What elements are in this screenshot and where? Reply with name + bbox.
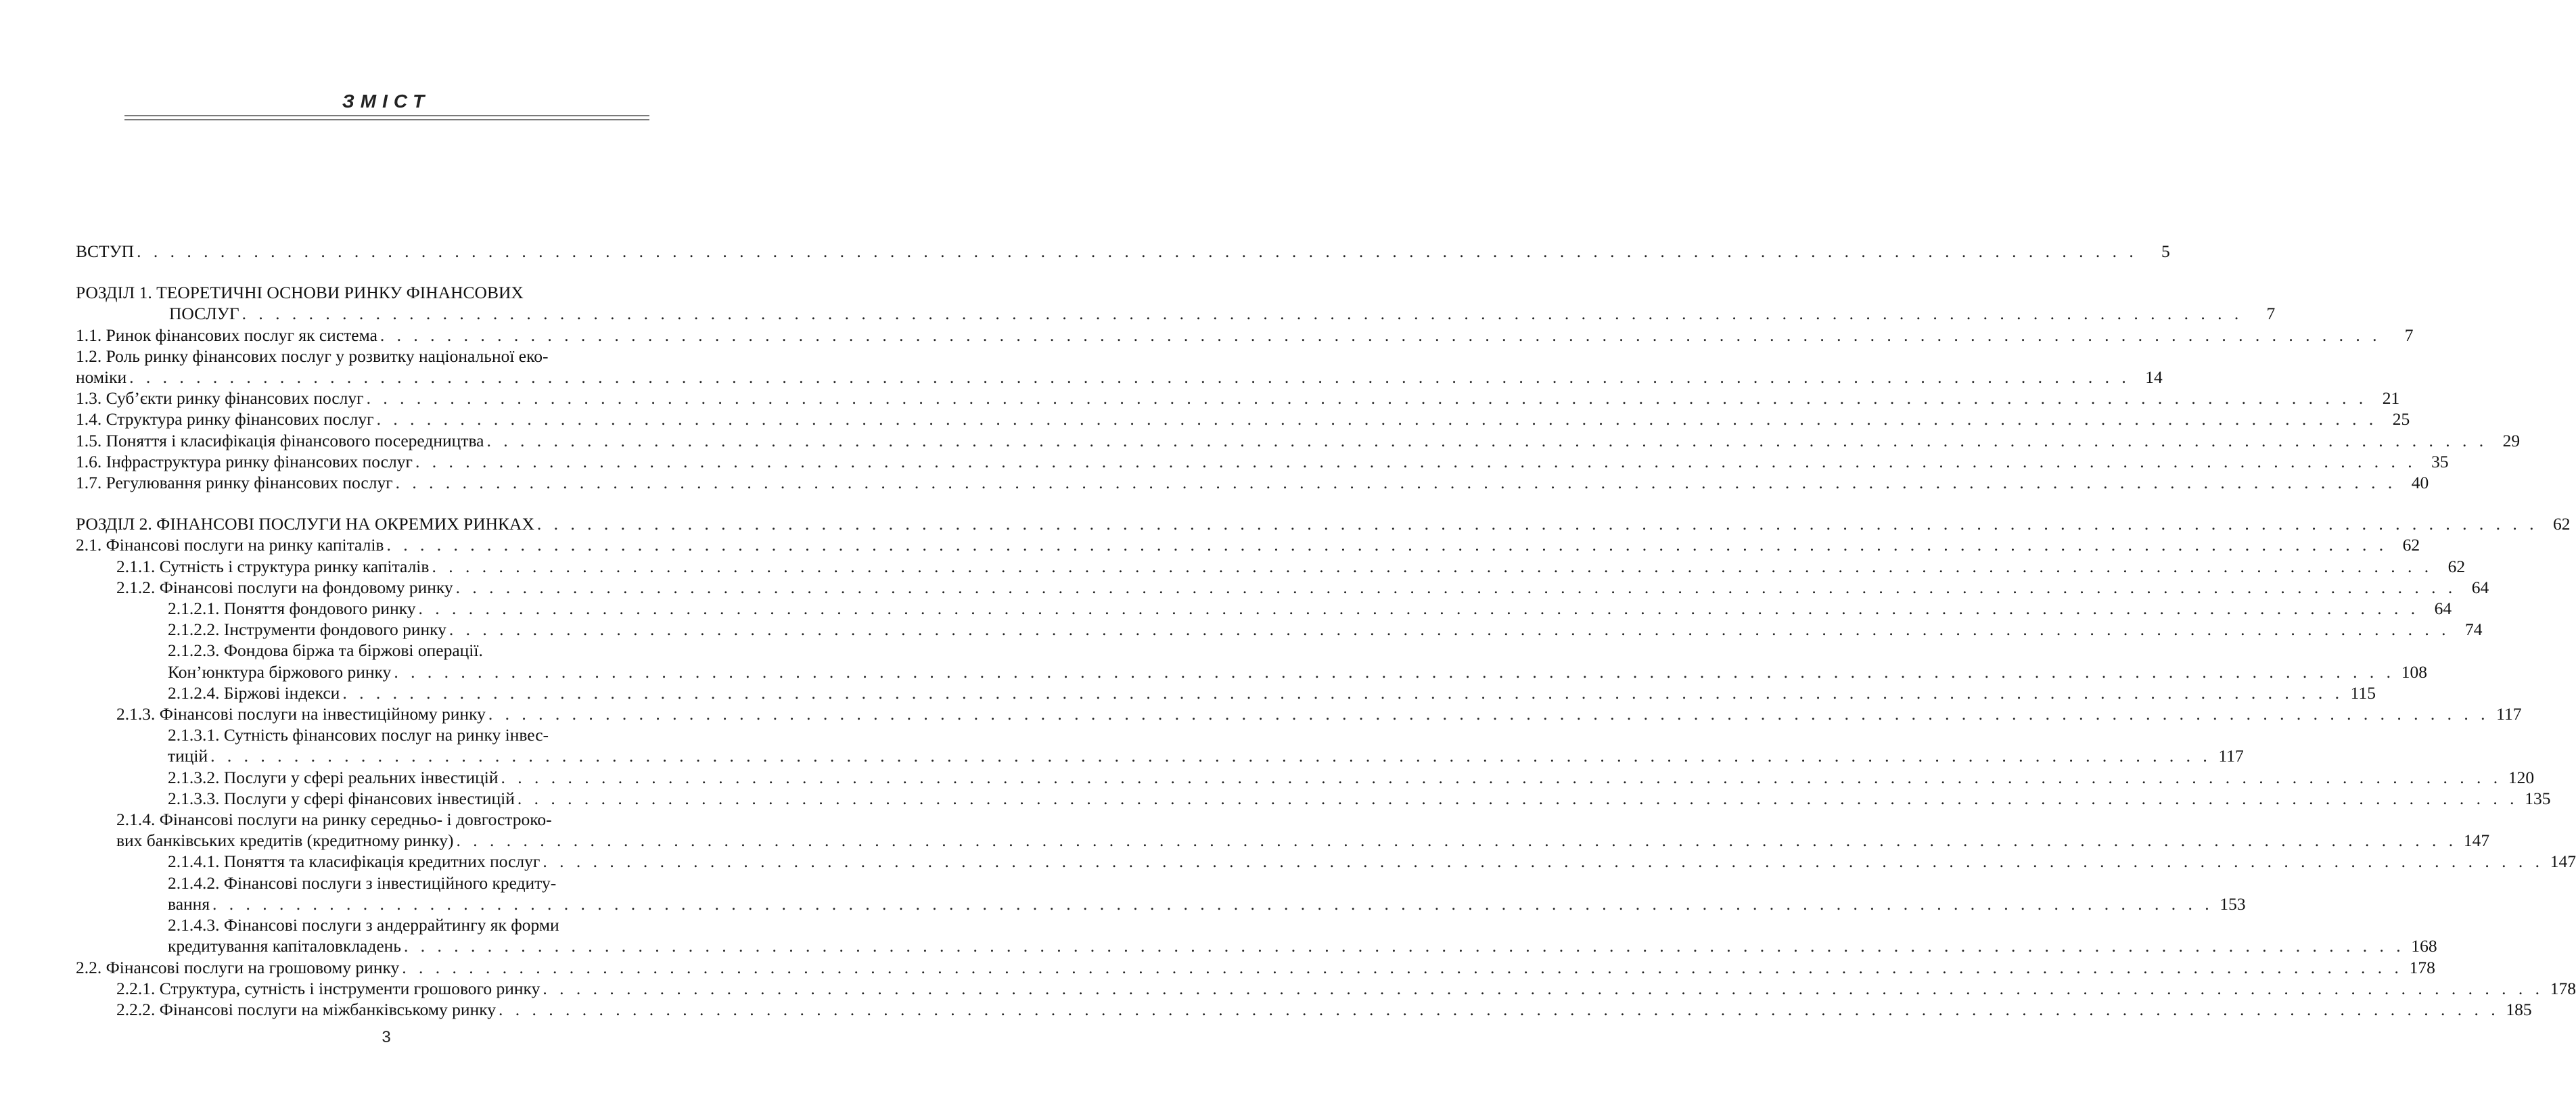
toc-entry-page: 21 <box>2382 388 2400 409</box>
toc-entry <box>76 851 2576 872</box>
toc-entry <box>76 388 2400 409</box>
toc-entry-page: 62 <box>2447 556 2466 576</box>
toc-entry-title: кредитування капіталовкладень <box>168 936 401 956</box>
toc-entry-page: 35 <box>2431 451 2449 471</box>
toc-entry-page: 5 <box>2161 241 2170 261</box>
toc-entry-title: 2.1.2.4. Біржові індекси <box>168 682 340 703</box>
toc-entry-title-line: 1.2. Роль ринку фінансових послуг у розвитку національної еко- <box>76 346 549 366</box>
toc-entry-title: 1.3. Суб’єкти ринку фінансових послуг <box>76 388 364 409</box>
dot-leader: . . . . . . . . . . . . . . . . . . . . . . . . . . . . . . . . . . . . . . . . . . . . . . . . . . . . . . . . . . . . . . . . . . . . . . . . . . . . . . . . . . . . . . . . . . . . . . . . . . . . . . . . . . . . . . . . . . . . . . . . <box>402 957 2403 977</box>
toc-entry-page: 62 <box>2553 514 2571 534</box>
toc-entry <box>76 703 2522 724</box>
toc-entry-title: 2.1.3.2. Послуги у сфері реальних інвестицій <box>168 767 499 787</box>
toc-entry-title: 1.7. Регулювання ринку фінансових послуг <box>76 473 393 493</box>
toc-entry-page: 25 <box>2392 409 2410 429</box>
toc-entry-page: 153 <box>2220 893 2246 914</box>
toc-entry-page: 120 <box>2508 767 2535 787</box>
toc-entry <box>76 724 2244 766</box>
dot-leader: . . . . . . . . . . . . . . . . . . . . . . . . . . . . . . . . . . . . . . . . . . . . . . . . . . . . . . . . . . . . . . . . . . . . . . . . . . . . . . . . . . . . . . . . . . . . . . . . . . . . . . . . . . . . . . . . . . . . . . . . <box>212 893 2213 914</box>
toc-entry-page: 115 <box>2350 682 2376 703</box>
toc-entry <box>76 978 2576 999</box>
toc-entry-title-line: РОЗДІЛ 1. ТЕОРЕТИЧНІ ОСНОВИ РИНКУ ФІНАНСОВИХ <box>76 283 524 303</box>
toc-entry-title: 2.2.2. Фінансові послуги на міжбанківському ринку <box>116 999 496 1019</box>
toc-entry <box>76 409 2410 429</box>
toc-entry-title-line: 2.1.4.2. Фінансові послуги з інвестиційного кредиту- <box>168 872 557 893</box>
toc-entry-page: 7 <box>2266 304 2276 324</box>
toc-entry-title: 2.2. Фінансові послуги на грошовому ринку <box>76 957 400 977</box>
toc-entry <box>76 534 2420 555</box>
dot-leader: . . . . . . . . . . . . . . . . . . . . . . . . . . . . . . . . . . . . . . . . . . . . . . . . . . . . . . . . . . . . . . . . . . . . . . . . . . . . . . . . . . . . . . . . . . . . . . . . . . . . . . . . . . . . . . . . . . . . . . . . <box>486 430 2488 450</box>
toc-entry <box>76 325 2414 346</box>
toc-entry-title-line: 2.1.3.1. Сутність фінансових послуг на ринку інвес- <box>168 725 549 745</box>
toc-entry-title: 2.1.1. Сутність і структура ринку капіталів <box>116 556 430 576</box>
toc-entry-page: 29 <box>2502 430 2521 450</box>
toc-entry-title: 1.6. Інфраструктура ринку фінансових послуг <box>76 451 413 471</box>
toc-entry-page: 117 <box>2218 746 2244 766</box>
dot-leader: . . . . . . . . . . . . . . . . . . . . . . . . . . . . . . . . . . . . . . . . . . . . . . . . . . . . . . . . . . . . . . . . . . . . . . . . . . . . . . . . . . . . . . . . . . . . . . . . . . . . . . . . . . . . . . . . . . . . . . . . <box>448 620 2450 640</box>
section-gap <box>76 262 698 282</box>
dot-leader: . . . . . . . . . . . . . . . . . . . . . . . . . . . . . . . . . . . . . . . . . . . . . . . . . . . . . . . . . . . . . . . . . . . . . . . . . . . . . . . . . . . . . . . . . . . . . . . . . . . . . . . . . . . . . . . . . . . . . . . . <box>456 831 2458 851</box>
toc-entry <box>76 788 2551 809</box>
toc-entry-title: вих банківських кредитів (кредитному ринку) <box>116 831 454 851</box>
toc-entry <box>76 513 2571 534</box>
toc-entry <box>76 640 2427 682</box>
toc-entry-title: номіки <box>76 367 127 388</box>
heading-rule-top <box>124 115 649 116</box>
toc-entry-title: ВСТУП <box>76 241 135 261</box>
toc-entry <box>76 767 2535 788</box>
dot-leader: . . . . . . . . . . . . . . . . . . . . . . . . . . . . . . . . . . . . . . . . . . . . . . . . . . . . . . . . . . . . . . . . . . . . . . . . . . . . . . . . . . . . . . . . . . . . . . . . . . . . . . . . . . . . . . . . . . . . . . . . <box>517 788 2518 808</box>
toc-entry <box>76 809 2490 851</box>
page-number: 3 <box>382 1028 391 1046</box>
toc-entry-title: 1.4. Структура ринку фінансових послуг <box>76 409 374 429</box>
dot-leader: . . . . . . . . . . . . . . . . . . . . . . . . . . . . . . . . . . . . . . . . . . . . . . . . . . . . . . . . . . . . . . . . . . . . . . . . . . . . . . . . . . . . . . . . . . . . . . . . . . . . . . . . . . . . . . . . . . . . . . . . <box>395 473 2397 493</box>
toc-entry-page: 185 <box>2506 999 2532 1019</box>
toc-entry-page: 64 <box>2471 577 2489 597</box>
dot-leader: . . . . . . . . . . . . . . . . . . . . . . . . . . . . . . . . . . . . . . . . . . . . . . . . . . . . . . . . . . . . . . . . . . . . . . . . . . . . . . . . . . . . . . . . . . . . . . . . . . . . . . . . . . . . . . . . . . . . . . . . <box>242 304 2243 324</box>
toc-entry-page: 62 <box>2402 535 2420 555</box>
dot-leader: . . . . . . . . . . . . . . . . . . . . . . . . . . . . . . . . . . . . . . . . . . . . . . . . . . . . . . . . . . . . . . . . . . . . . . . . . . . . . . . . . . . . . . . . . . . . . . . . . . . . . . . . . . . . . . . . . . . . . . . . <box>342 682 2343 703</box>
toc-entry <box>76 430 2521 451</box>
dot-leader: . . . . . . . . . . . . . . . . . . . . . . . . . . . . . . . . . . . . . . . . . . . . . . . . . . . . . . . . . . . . . . . . . . . . . . . . . . . . . . . . . . . . . . . . . . . . . . . . . . . . . . . . . . . . . . . . . . . . . . . . <box>488 704 2489 724</box>
dot-leader: . . . . . . . . . . . . . . . . . . . . . . . . . . . . . . . . . . . . . . . . . . . . . . . . . . . . . . . . . . . . . . . . . . . . . . . . . . . . . . . . . . . . . . . . . . . . . . . . . . . . . . . . . . . . . . . . . . . . . . . . <box>418 599 2420 619</box>
toc-entry-title: ПОСЛУГ <box>169 304 239 324</box>
toc-entry <box>76 577 2489 598</box>
toc-entry <box>76 241 2170 262</box>
toc-entry <box>76 914 2437 956</box>
toc-entry-title: 2.1.3.3. Послуги у сфері фінансових інвестицій <box>168 788 515 808</box>
toc-entry <box>76 619 2483 640</box>
page-heading: ЗМІСТ <box>342 91 431 112</box>
toc-entry-title: 2.1.2.1. Поняття фондового ринку <box>168 599 416 619</box>
toc-entry-page: 64 <box>2434 599 2452 619</box>
toc-entry-title: Кон’юнктура біржового ринку <box>168 661 392 682</box>
dot-leader: . . . . . . . . . . . . . . . . . . . . . . . . . . . . . . . . . . . . . . . . . . . . . . . . . . . . . . . . . . . . . . . . . . . . . . . . . . . . . . . . . . . . . . . . . . . . . . . . . . . . . . . . . . . . . . . . . . . . . . . . <box>386 535 2388 555</box>
toc-entry-page: 108 <box>2401 661 2427 682</box>
dot-leader: . . . . . . . . . . . . . . . . . . . . . . . . . . . . . . . . . . . . . . . . . . . . . . . . . . . . . . . . . . . . . . . . . . . . . . . . . . . . . . . . . . . . . . . . . . . . . . . . . . . . . . . . . . . . . . . . . . . . . . . . <box>536 514 2538 534</box>
toc-entry-title: тицій <box>168 746 208 766</box>
dot-leader: . . . . . . . . . . . . . . . . . . . . . . . . . . . . . . . . . . . . . . . . . . . . . . . . . . . . . . . . . . . . . . . . . . . . . . . . . . . . . . . . . . . . . . . . . . . . . . . . . . . . . . . . . . . . . . . . . . . . . . . . <box>543 978 2544 998</box>
toc-entry-page: 178 <box>2409 957 2435 977</box>
dot-leader: . . . . . . . . . . . . . . . . . . . . . . . . . . . . . . . . . . . . . . . . . . . . . . . . . . . . . . . . . . . . . . . . . . . . . . . . . . . . . . . . . . . . . . . . . . . . . . . . . . . . . . . . . . . . . . . . . . . . . . . . <box>543 852 2544 872</box>
heading-rule-bottom <box>124 119 649 120</box>
toc-entry-title-line: 2.1.4.3. Фінансові послуги з андеррайтингу як форми <box>168 915 559 935</box>
dot-leader: . . . . . . . . . . . . . . . . . . . . . . . . . . . . . . . . . . . . . . . . . . . . . . . . . . . . . . . . . . . . . . . . . . . . . . . . . . . . . . . . . . . . . . . . . . . . . . . . . . . . . . . . . . . . . . . . . . . . . . . . <box>376 409 2378 429</box>
toc-entry <box>76 282 2276 324</box>
toc-entry-title: 2.1.3. Фінансові послуги на інвестиційному ринку <box>116 704 486 724</box>
toc-entry-title-line: 2.1.4. Фінансові послуги на ринку середньо- і довгостроко- <box>116 810 552 830</box>
dot-leader: . . . . . . . . . . . . . . . . . . . . . . . . . . . . . . . . . . . . . . . . . . . . . . . . . . . . . . . . . . . . . . . . . . . . . . . . . . . . . . . . . . . . . . . . . . . . . . . . . . . . . . . . . . . . . . . . . . . . . . . . <box>455 577 2457 597</box>
toc-entry-title: вання <box>168 893 210 914</box>
toc-entry-title: 2.1.4.1. Поняття та класифікація кредитних послуг <box>168 852 540 872</box>
toc-entry-page: 74 <box>2465 620 2483 640</box>
toc-entry <box>76 556 2466 577</box>
dot-leader: . . . . . . . . . . . . . . . . . . . . . . . . . . . . . . . . . . . . . . . . . . . . . . . . . . . . . . . . . . . . . . . . . . . . . . . . . . . . . . . . . . . . . . . . . . . . . . . . . . . . . . . . . . . . . . . . . . . . . . . . <box>129 367 2130 388</box>
toc-entry <box>76 872 2246 914</box>
toc-entry <box>76 682 2376 703</box>
toc-entry-title: 1.5. Поняття і класифікація фінансового посередництва <box>76 430 484 450</box>
toc-entry <box>76 598 2452 619</box>
toc-entry-page: 7 <box>2404 325 2414 345</box>
toc-entry-title: 1.1. Ринок фінансових послуг як система <box>76 325 377 345</box>
dot-leader: . . . . . . . . . . . . . . . . . . . . . . . . . . . . . . . . . . . . . . . . . . . . . . . . . . . . . . . . . . . . . . . . . . . . . . . . . . . . . . . . . . . . . . . . . . . . . . . . . . . . . . . . . . . . . . . . . . . . . . . . <box>499 999 2500 1019</box>
toc-entry <box>76 451 2449 472</box>
toc-entry-page: 168 <box>2411 936 2437 956</box>
toc-entry-page: 147 <box>2463 831 2490 851</box>
toc-entry-page: 178 <box>2550 978 2576 998</box>
toc-entry-page: 135 <box>2525 788 2551 808</box>
toc-entry <box>76 346 2163 388</box>
toc-entry-page: 147 <box>2550 852 2576 872</box>
toc-entry-page: 14 <box>2145 367 2163 388</box>
toc-entry-title: 2.1. Фінансові послуги на ринку капіталів <box>76 535 384 555</box>
toc-entry <box>76 999 2532 1020</box>
dot-leader: . . . . . . . . . . . . . . . . . . . . . . . . . . . . . . . . . . . . . . . . . . . . . . . . . . . . . . . . . . . . . . . . . . . . . . . . . . . . . . . . . . . . . . . . . . . . . . . . . . . . . . . . . . . . . . . . . . . . . . . . <box>380 325 2381 345</box>
dot-leader: . . . . . . . . . . . . . . . . . . . . . . . . . . . . . . . . . . . . . . . . . . . . . . . . . . . . . . . . . . . . . . . . . . . . . . . . . . . . . . . . . . . . . . . . . . . . . . . . . . . . . . . . . . . . . . . . . . . . . . . . <box>137 241 2138 261</box>
table-of-contents <box>76 241 2576 1020</box>
toc-entry-title: 2.1.2. Фінансові послуги на фондовому ринку <box>116 577 453 597</box>
toc-entry <box>76 472 2429 493</box>
toc-entry-title: 2.1.2.2. Інструменти фондового ринку <box>168 620 446 640</box>
toc-entry-title-line: 2.1.2.3. Фондова біржа та біржові операції. <box>168 640 483 661</box>
toc-entry-title: РОЗДІЛ 2. ФІНАНСОВІ ПОСЛУГИ НА ОКРЕМИХ РИНКАХ <box>76 514 534 534</box>
dot-leader: . . . . . . . . . . . . . . . . . . . . . . . . . . . . . . . . . . . . . . . . . . . . . . . . . . . . . . . . . . . . . . . . . . . . . . . . . . . . . . . . . . . . . . . . . . . . . . . . . . . . . . . . . . . . . . . . . . . . . . . . <box>210 746 2211 766</box>
dot-leader: . . . . . . . . . . . . . . . . . . . . . . . . . . . . . . . . . . . . . . . . . . . . . . . . . . . . . . . . . . . . . . . . . . . . . . . . . . . . . . . . . . . . . . . . . . . . . . . . . . . . . . . . . . . . . . . . . . . . . . . . <box>501 767 2502 787</box>
dot-leader: . . . . . . . . . . . . . . . . . . . . . . . . . . . . . . . . . . . . . . . . . . . . . . . . . . . . . . . . . . . . . . . . . . . . . . . . . . . . . . . . . . . . . . . . . . . . . . . . . . . . . . . . . . . . . . . . . . . . . . . . <box>415 451 2416 471</box>
toc-entry-title: 2.2.1. Структура, сутність і інструменти грошового ринку <box>116 978 540 998</box>
dot-leader: . . . . . . . . . . . . . . . . . . . . . . . . . . . . . . . . . . . . . . . . . . . . . . . . . . . . . . . . . . . . . . . . . . . . . . . . . . . . . . . . . . . . . . . . . . . . . . . . . . . . . . . . . . . . . . . . . . . . . . . . <box>366 388 2368 409</box>
dot-leader: . . . . . . . . . . . . . . . . . . . . . . . . . . . . . . . . . . . . . . . . . . . . . . . . . . . . . . . . . . . . . . . . . . . . . . . . . . . . . . . . . . . . . . . . . . . . . . . . . . . . . . . . . . . . . . . . . . . . . . . . <box>394 661 2395 682</box>
toc-entry-page: 40 <box>2411 473 2429 493</box>
toc-entry <box>76 957 2435 978</box>
toc-entry-page: 117 <box>2496 704 2522 724</box>
dot-leader: . . . . . . . . . . . . . . . . . . . . . . . . . . . . . . . . . . . . . . . . . . . . . . . . . . . . . . . . . . . . . . . . . . . . . . . . . . . . . . . . . . . . . . . . . . . . . . . . . . . . . . . . . . . . . . . . . . . . . . . . <box>403 936 2405 956</box>
dot-leader: . . . . . . . . . . . . . . . . . . . . . . . . . . . . . . . . . . . . . . . . . . . . . . . . . . . . . . . . . . . . . . . . . . . . . . . . . . . . . . . . . . . . . . . . . . . . . . . . . . . . . . . . . . . . . . . . . . . . . . . . <box>432 556 2433 576</box>
section-gap <box>76 493 698 513</box>
